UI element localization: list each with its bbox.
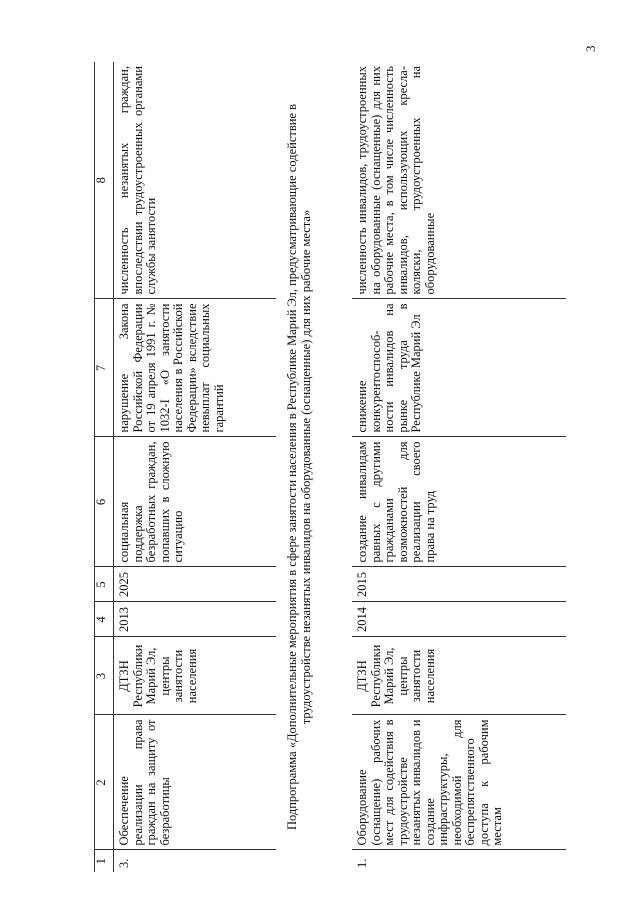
indicator-cell: численность незанятых граждан, впоследствии трудоустроенных органами службы занятости bbox=[114, 62, 277, 299]
table-row bbox=[352, 62, 566, 872]
consequence-cell: нарушение Закона Российской Федерации от 19 апреля 1991 г. № 1032-I «О занятости населения в Российской Федерации» вследствие невыплат социальных гарантий bbox=[114, 299, 277, 437]
column-number: 5 bbox=[95, 567, 114, 602]
result-cell: создание инвалидам равных с другими гражданами возможностей для реализации своего права на труд bbox=[352, 437, 566, 567]
executor-cell: ДТЗН Республики Марий Эл, центры занятости населения bbox=[114, 637, 277, 715]
column-number: 6 bbox=[95, 437, 114, 567]
row-number: 1. bbox=[355, 858, 369, 868]
row-number: 3. bbox=[117, 858, 131, 868]
start-year-cell: 2014 bbox=[352, 602, 566, 637]
page-number: 3 bbox=[583, 45, 598, 52]
measures-table bbox=[94, 62, 566, 872]
column-number: 7 bbox=[95, 299, 114, 437]
column-number: 3 bbox=[95, 637, 114, 715]
measure-cell: Оборудование (оснащение) рабочих мест для содействия в трудоустройстве незанятых инвалидов и создание инфраструктуры, необходимой для беспрепятственного доступа к рабочим местам bbox=[352, 715, 566, 850]
measure-cell: Обеспечение реализации права граждан на защиту от безработицы bbox=[114, 715, 277, 850]
start-year-cell: 2013 bbox=[114, 602, 277, 637]
column-number: 1 bbox=[95, 850, 114, 872]
consequence-cell: снижение конкурентоспособ- ности инвалидов на рынке труда в Республике Марий Эл bbox=[352, 299, 566, 437]
column-number: 2 bbox=[95, 715, 114, 850]
end-year-cell: 2015 bbox=[352, 567, 566, 602]
document-table-sheet bbox=[94, 62, 564, 872]
end-year-cell: 2025 bbox=[114, 567, 277, 602]
column-number: 4 bbox=[95, 602, 114, 637]
executor-cell: ДТЗН Республики Марий Эл, центры занятости населения bbox=[352, 637, 566, 715]
column-number-row bbox=[95, 62, 114, 872]
column-number: 8 bbox=[95, 62, 114, 299]
indicator-cell: численность инвалидов, трудоустроенных на оборудованные (оснащенные) для них рабочие места, в том числе численность инвалидов, использующих кресла-коляски, трудоустроенных на оборудованные bbox=[352, 62, 566, 299]
result-cell: социальная поддержка безработных граждан, попавших в сложную ситуацию bbox=[114, 437, 277, 567]
subprogram-title: Подпрограмма «Дополнительные мероприятия в сфере занятости населения в Республике Марий Эл, предусматривающие содействие в трудоустройстве незанятых инвалидов на оборудованные (оснащенные) для них рабочие места» bbox=[285, 103, 313, 831]
table-row bbox=[114, 62, 277, 872]
subprogram-row bbox=[276, 62, 352, 872]
